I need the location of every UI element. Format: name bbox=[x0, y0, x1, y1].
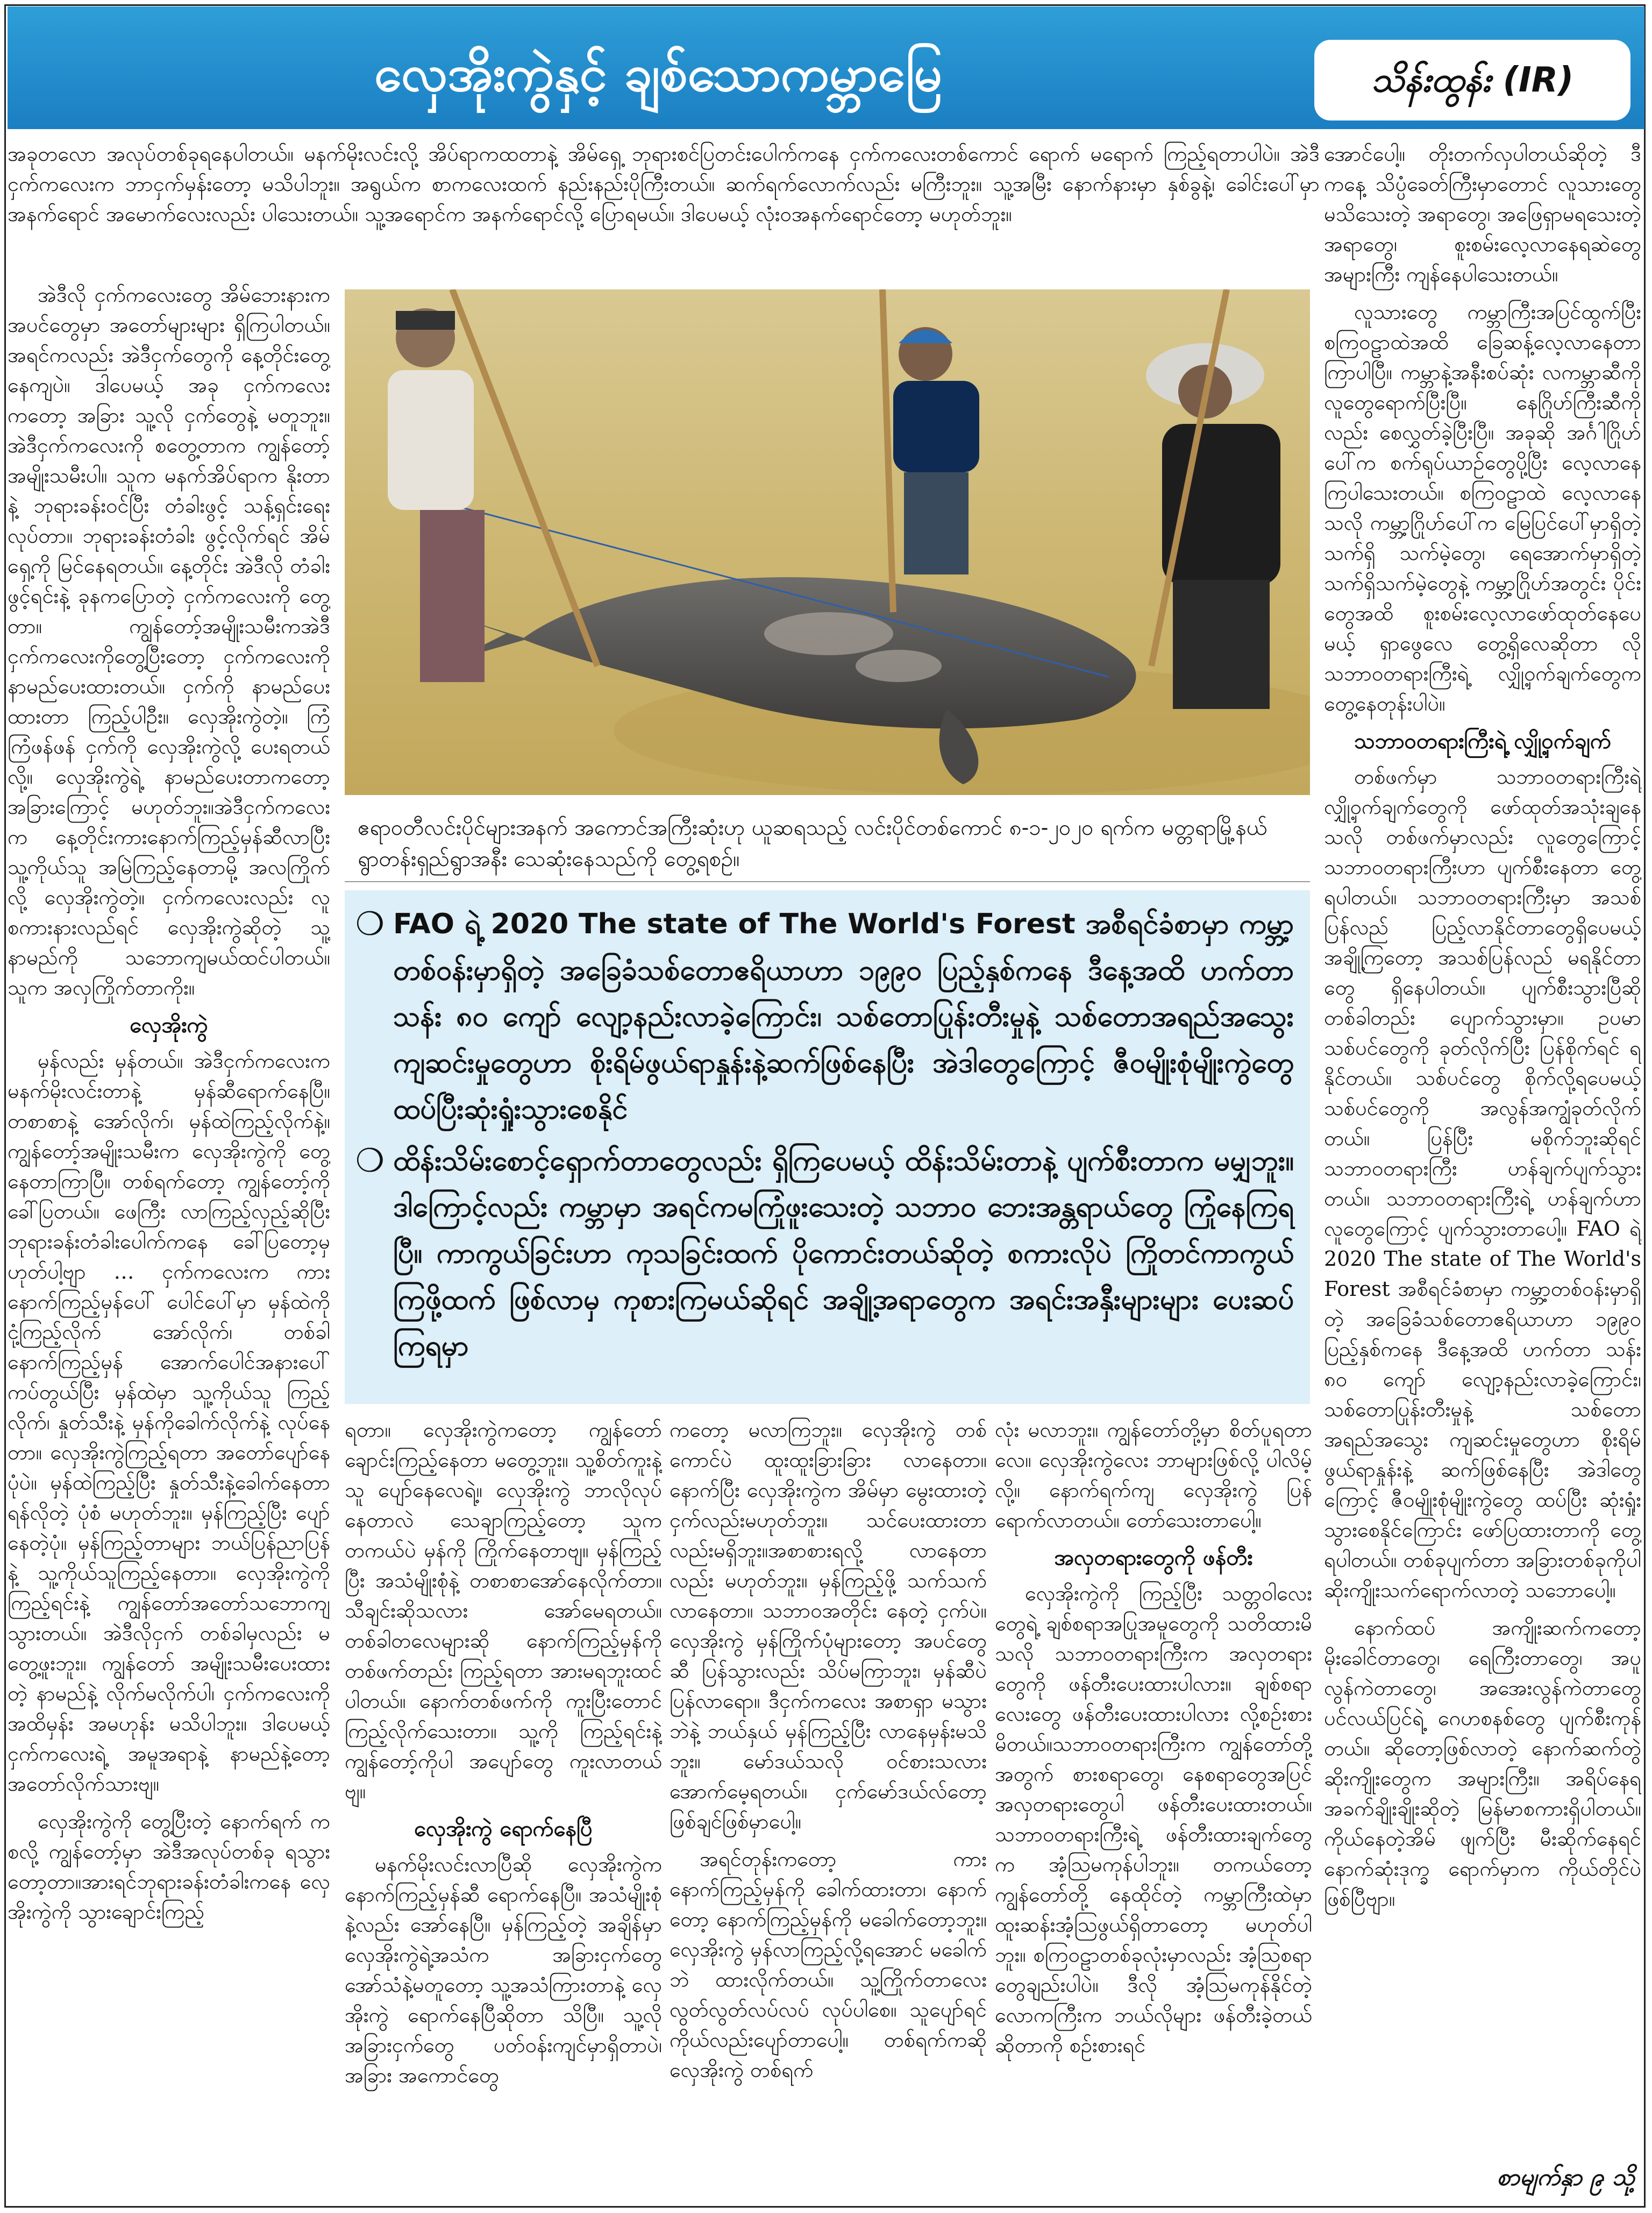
col2-paragraph-1: ရတာ။ လှေအိုးကွဲကတော့ ကျွန်တော်ချောင်းကြည့်နေတာ မတွေ့ဘူး။ သူ့စိတ်ကူးနဲ့သူ ပျော်နေလေရဲ့။ လှေအိုးကွဲ ဘာလိုလုပ်နေတာလဲ သေချာကြည့်တော့ သူက တကယ်ပဲ မှန်ကို ကြိုက်နေတာဗျ။ မှန်ကြည့်ပြီး အသံမျိုးစုံနဲ့ တစာစာအော်နေလိုက်တာ။ သီချင်းဆိုသလား အော်မေရတယ်။ တစ်ခါတလေများဆို နောက်ကြည့်မှန်ကို တစ်ဖက်တည်း ကြည့်ရတာ အားမရဘူးထင်ပါတယ်။ နောက်တစ်ဖက်ကို ကူးပြီးတောင် ကြည့်လိုက်သေးတာ။ သူ့ကို ကြည့်ရင်းနဲ့ ကျွန်တော့်ကိုပါ အပျော်တွေ ကူးလာတယ်ဗျ။ bbox=[345, 1418, 662, 1803]
highlight-text: FAO ရဲ့ 2020 The state of The World's Forest အစီရင်ခံစာမှာ ကမ္ဘာ့တစ်ဝန်းမှာရှိတဲ့ အခြေခံသစ်တောဧရိယာဟာ ၁၉၉၀ ပြည့်နှစ်ကနေ ဒီနေ့အထိ ဟက်တာ သန်း ၈၀ ကျော် လျော့နည်းလာခဲ့ကြောင်း၊ သစ်တောပြုန်းတီးမှုနဲ့ သစ်တောအရည်အသွေးကျဆင်းမှုတွေဟာ စိုးရိမ်ဖွယ်ရာနှုန်းနဲ့ဆက်ဖြစ်နေပြီး အဲဒါတွေကြောင့် ဇီဝမျိုးစုံမျိုးကွဲတွေ ထပ်ပြီးဆုံးရှုံးသွားစေနိုင် bbox=[393, 908, 1294, 1125]
col3-paragraph-1: ကတော့ မလာကြဘူး။ လှေအိုးကွဲ တစ်ကောင်ပဲ ထူးထူးခြားခြား လာနေတာ။ နောက်ပြီး လှေအိုးကွဲက အိမ်မှာ မွေးထားတဲ့ ငှက်လည်းမဟုတ်ဘူး။ သင်ပေးထားတာလည်းမရှိဘူး။အစာစားရလို့ လာနေတာလည်း မဟုတ်ဘူး။ မှန်ကြည့်ဖို့ သက်သက် လာနေတာ။ သဘာဝအတိုင်း နေတဲ့ ငှက်ပဲ။ လှေအိုးကွဲ မှန်ကြိုက်ပုံများတော့ အပင်တွေဆီ ပြန်သွားလည်း သိပ်မကြာဘူး၊ မှန်ဆီပဲ ပြန်လာရော။ ဒီငှက်ကလေး အစာရှာ မသွားဘဲနဲ့ ဘယ်နှယ် မှန်ကြည့်ပြီး လာနေမှန်းမသိဘူး။ မော်ဒယ်သလို ဝင်စားသလား အောက်မေ့ရတယ်။ ငှက်မော်ဒယ်လ်တော့ ဖြစ်ချင်ဖြစ်မှာပေါ့။ bbox=[670, 1418, 987, 1833]
photo-caption bbox=[345, 807, 1310, 882]
highlight-text: ထိန်းသိမ်းစောင့်ရှောက်တာတွေလည်း ရှိကြပေမယ့် ထိန်းသိမ်းတာနဲ့ ပျက်စီးတာက မမျှဘူး။ ဒါကြောင့်လည်း ကမ္ဘာမှာ အရင်ကမကြုံဖူးသေးတဲ့ သဘာဝ ဘေးအန္တရာယ်တွေ ကြုံနေကြရပြီ။ ကာကွယ်ခြင်းဟာ ကုသခြင်းထက် ပိုကောင်းတယ်ဆိုတဲ့ စကားလိုပဲ ကြိုတင်ကာကွယ်ကြဖို့ထက် ဖြစ်လာမှ ကုစားကြမယ်ဆိုရင် အချို့အရာတွေက အရင်းအနှီးများများ ပေးဆပ်ကြရမှာ bbox=[393, 1145, 1294, 1362]
intro-text: အခုတလော အလုပ်တစ်ခုရနေပါတယ်။ မနက်မိုးလင်းလို့ အိပ်ရာကထတာနဲ့ အိမ်ရှေ့ ဘုရားစင်ပြတင်းပေါက်ကနေ ငှက်ကလေးတစ်ကောင် ရောက် မရောက် ကြည့်ရတာပါပဲ။ အဲဒီငှက်ကလေးက ဘာငှက်မှန်းတော့ မသိပါဘူး။ အရွယ်က စာကလေးထက် နည်းနည်းပိုကြီးတယ်။ ဆက်ရက်လောက်လည်း မကြီးဘူး။ သူ့အမြီး နောက်နားမှာ နှစ်ခွနဲ့၊ ခေါင်းပေါ်မှာ အနက်ရောင် အမောက်လေးလည်း ပါသေးတယ်။ သူ့အရောင်က အနက်ရောင်လို့ ပြောရမယ်။ ဒါပေမယ့် လုံးဝအနက်ရောင်တော့ မဟုတ်ဘူး။ bbox=[8, 142, 1320, 226]
column-1 bbox=[8, 280, 330, 2195]
highlight-item bbox=[355, 901, 1294, 1132]
intro-paragraph bbox=[8, 139, 1320, 271]
col4-subheading: အလှတရားတွေကို ဖန်တီး bbox=[1054, 1545, 1253, 1570]
col1-paragraph-3: လှေအိုးကွဲကို တွေ့ပြီးတဲ့ နောက်ရက် ကစလို့ ကျွန်တော့်မှာ အဲဒီအလုပ်တစ်ခု ရသွားတော့တာ။အားရင်ဘုရားခန်းတံခါးကနေ လှေအိုးကွဲကို သွားချောင်းကြည့် bbox=[8, 1810, 330, 1924]
col4-paragraph-1: လုံး မလာဘူး။ ကျွန်တော်တို့မှာ စိတ်ပူရတာလေ။ လှေအိုးကွဲလေး ဘာများဖြစ်လို့ ပါလိမ့်လို့။ နောက်ရက်ကျ လှေအိုးကွဲ ပြန်ရောက်လာတယ်။ တော်သေးတာပေါ့။ bbox=[995, 1418, 1312, 1532]
column-3 bbox=[670, 1415, 987, 2195]
author-byline: သိန်းထွန်း (IR) bbox=[1371, 60, 1574, 100]
highlight-box bbox=[345, 890, 1310, 1404]
col1-paragraph-2: မှန်လည်း မှန်တယ်။ အဲဒီငှက်ကလေးက မနက်မိုးလင်းတာနဲ့ မှန်ဆီရောက်နေပြီ။ တစာစာနဲ့ အော်လိုက်၊ မှန်ထဲကြည့်လိုက်နဲ့။ ကျွန်တော့်အမျိုးသမီးက လှေအိုးကွဲကို တွေ့နေတာကြာပြီ။ တစ်ရက်တော့ ကျွန်တော့်ကို ခေါ်ပြတယ်။ ဖေကြီး လာကြည့်လှည့်ဆိုပြီး ဘုရားခန်းတံခါးပေါက်ကနေ ခေါ်ပြတော့မှ ဟုတ်ပါ့ဗျာ … ငှက်ကလေးက ကားနောက်ကြည့်မှန်ပေါ် ပေါင်ပေါ်မှာ မှန်ထဲကို ငုံ့ကြည့်လိုက် အော်လိုက်၊ တစ်ခါနောက်ကြည့်မှန် အောက်ပေါင်အနားပေါ် ကပ်တွယ်ပြီး မှန်ထဲမှာ သူ့ကိုယ်သူ ကြည့်လိုက်၊ နှုတ်သီးနဲ့ မှန်ကိုခေါက်လိုက်နဲ့ လုပ်နေတာ။ လှေအိုးကွဲကြည့်ရတာ အတော်ပျော်နေပုံပဲ။ မှန်ထဲကြည့်ပြီး နှုတ်သီးနဲ့ခေါက်နေတာ ရန်လိုတဲ့ ပုံစံ မဟုတ်ဘူး။ မှန်ကြည့်ပြီး ပျော်နေတဲ့ပုံ။ မှန်ကြည့်တာများ ဘယ်ပြန်ညာပြန်နဲ့ သူ့ကိုယ်သူကြည့်နေတာ။ လှေအိုးကွဲကို ကြည့်ရင်းနဲ့ ကျွန်တော်အတော်သဘောကျသွားတယ်။ အဲဒီလိုငှက် တစ်ခါမှလည်း မတွေ့ဖူးဘူး။ ကျွန်တော် အမျိုးသမီးပေးထားတဲ့ နာမည်နဲ့ လိုက်မလိုက်ပါ၊ ငှက်ကလေးကို အထိမှန်း အမဟုန်း မသိပါဘူး။ ဒါပေမယ့် ငှက်ကလေးရဲ့ အမူအရာနဲ့ နာမည်နဲ့တော့ အတော်လိုက်သားဗျ။ bbox=[8, 1049, 330, 1796]
col5-paragraph-3: တစ်ဖက်မှာ သဘာဝတရားကြီးရဲ့ လျှို့ဝှက်ချက်တွေကို ဖော်ထုတ်အသုံးချနေသလို တစ်ဖက်မှာလည်း လူတွေကြောင့် သဘာဝတရားကြီးဟာ ပျက်စီးနေတာ တွေ့ရပါတယ်။ သဘာဝတရားကြီးမှာ အသစ်ပြန်လည် ပြည့်လာနိုင်တာတွေရှိပေမယ့် အချို့ကြတော့ အသစ်ပြန်လည် မရနိုင်တာတွေ ရှိနေပါတယ်။ ပျက်စီးသွားပြီဆို တစ်ခါတည်း ပျောက်သွားမှာ။ ဥပမာ သစ်ပင်တွေကို ခုတ်လိုက်ပြီး ပြန်စိုက်ရင် ရနိုင်တယ်။ သစ်ပင်တွေ စိုက်လို့ရပေမယ့် သစ်ပင်တွေကို အလွန်အကျွံခုတ်လိုက်တယ်။ ပြန်ပြီး မစိုက်ဘူးဆိုရင် သဘာဝတရားကြီး ဟန်ချက်ပျက်သွားတယ်။ သဘာဝတရားကြီးရဲ့ ဟန်ချက်ဟာ လူတွေကြောင့် ပျက်သွားတာပေါ့။ FAO ရဲ့ 2020 The state of The World's Forest အစီရင်ခံစာမှာ ကမ္ဘာ့တစ်ဝန်းမှာရှိတဲ့ အခြေခံသစ်တောဧရိယာဟာ ၁၉၉၀ ပြည့်နှစ်ကနေ ဒီနေ့အထိ ဟက်တာ သန်း ၈၀ ကျော် လျော့နည်းလာခဲ့ကြောင်း၊ သစ်တောပြုန်းတီးမှုနဲ့ သစ်တောအရည်အသွေး ကျဆင်းမှုတွေဟာ စိုးရိမ်ဖွယ်ရာနှုန်းနဲ့ ဆက်ဖြစ်နေပြီး အဲဒါတွေကြောင့် ဇီဝမျိုးစုံမျိုးကွဲတွေ ထပ်ပြီး ဆုံးရှုံးသွားစေနိုင်ကြောင်း ဖော်ပြထားတာကို တွေ့ရပါတယ်။ တစ်ခုပျက်တာ အခြားတစ်ခုကိုပါ ဆိုးကျိုးသက်ရောက်လာတဲ့ သဘောပေါ့။ bbox=[1324, 765, 1641, 1602]
col1-subheading: လှေအိုးကွဲ bbox=[130, 1012, 208, 1038]
col5-paragraph-1: အောင်ပေါ့။ တိုးတက်လှပါတယ်ဆိုတဲ့ ဒီကနေ့ သိပ္ပံခေတ်ကြီးမှာတောင် လူသားတွေ မသိသေးတဲ့ အရာတွေ၊ အဖြေရှာမရသေးတဲ့အရာတွေ၊ စူးစမ်းလေ့လာနေရဆဲတွေ အများကြီး ကျန်နေပါသေးတယ်။ bbox=[1324, 142, 1641, 286]
byline-box bbox=[1314, 40, 1630, 120]
photo-caption-text: ဧရာဝတီလင်းပိုင်များအနက် အကောင်အကြီးဆုံးဟု ယူဆရသည့် လင်းပိုင်တစ်ကောင် ၈-၁-၂၀၂၀ ရက်က မတ္တရာမြို့နယ် ရွာတန်းရှည်ရွာအနီး သေဆုံးနေသည်ကို တွေ့ရစဉ်။ bbox=[358, 815, 1268, 871]
highlight-item bbox=[355, 1138, 1294, 1369]
col5-paragraph-2: လူသားတွေ ကမ္ဘာကြီးအပြင်ထွက်ပြီး စကြဝဠာထဲအထိ ခြေဆန့်လေ့လာနေတာကြာပါပြီ။ ကမ္ဘာနဲ့အနီးစပ်ဆုံး လကမ္ဘာဆီကို လူတွေရောက်ပြီးပြီ။ နေဂြိုဟ်ကြီးဆီကိုလည်း စေလွှတ်ခဲ့ပြီးပြီ။ အခုဆို အင်္ဂါဂြိုဟ်ပေါ်က စက်ရုပ်ယာဉ်တွေပို့ပြီး လေ့လာနေကြပါသေးတယ်။ စကြဝဠာထဲ လေ့လာနေသလို ကမ္ဘာ့ဂြိုဟ်ပေါ်က မြေပြင်ပေါ်မှာရှိတဲ့ သက်ရှိ သက်မဲ့တွေ၊ ရေအောက်မှာရှိတဲ့ သက်ရှိသက်မဲ့တွေနဲ့ ကမ္ဘာ့ဂြိုဟ်အတွင်း ပိုင်းတွေအထိ စူးစမ်းလေ့လာဖော်ထုတ်နေပေမယ့် ရှာဖွေလေ တွေ့ရှိလေဆိုတာ လို သဘာဝတရားကြီးရဲ့ လျှို့ဝှက်ချက်တွေက တွေ့နေတုန်းပါပဲ။ bbox=[1324, 300, 1641, 715]
dolphin-photo bbox=[345, 289, 1310, 795]
col4-paragraph-2: လှေအိုးကွဲကို ကြည့်ပြီး သတ္တဝါလေး တွေရဲ့ ချစ်စရာအပြုအမူတွေကို သတိထားမိသလို သဘာဝတရားကြီးက အလှတရားတွေကို ဖန်တီးပေးထားပါလား။ ချစ်စရာလေးတွေ ဖန်တီးပေးထားပါလား လို့စဉ်းစားမိတယ်။သဘာဝတရားကြီးက ကျွန်တော်တို့အတွက် စားစရာတွေ၊ နေစရာတွေအပြင် အလှတရားတွေပါ ဖန်တီးပေးထားတယ်။ သဘာဝတရားကြီးရဲ့ ဖန်တီးထားချက်တွေက အံ့ဩမကုန်ပါဘူး။ တကယ်တော့ ကျွန်တော်တို့ နေထိုင်တဲ့ ကမ္ဘာကြီးထဲမှာ ထူးဆန်းအံ့ဩဖွယ်ရှိတာတော့ မဟုတ်ပါဘူး။ စကြဝဠာတစ်ခုလုံးမှာလည်း အံ့ဩစရာတွေချည်းပါပဲ။ ဒီလို အံ့ဩမကုန်နိုင်တဲ့ လောကကြီးက ဘယ်လိုများ ဖန်တီးခဲ့တယ်ဆိုတာကို စဉ်းစားရင် bbox=[995, 1581, 1312, 2057]
column-2 bbox=[345, 1415, 662, 2195]
col5-paragraph-4: နောက်ထပ် အကျိုးဆက်ကတော့ မိုးခေါင်တာတွေ၊ ရေကြီးတာတွေ၊ အပူလွန်ကဲတာတွေ၊ အအေးလွန်ကဲတာတွေ ပင်လယ်ပြင်ရဲ့ ဂေဟစနစ်တွေ ပျက်စီးကုန်တယ်။ ဆိုတော့ဖြစ်လာတဲ့ နောက်ဆက်တွဲဆိုးကျိုးတွေက အများကြီး။ အရိပ်နေရ အခက်ချိုးချိုးဆိုတဲ့ မြန်မာစကားရှိပါတယ်။ ကိုယ်နေတဲ့အိမ် ဖျက်ပြီး မီးဆိုက်နေရင် နောက်ဆုံးဒုက္ခ ရောက်မှာက ကိုယ်တိုင်ပဲဖြစ်ပြီဗျာ။ bbox=[1324, 1616, 1641, 1911]
circle-bullet-icon: ❍ bbox=[355, 905, 384, 943]
column-4 bbox=[995, 1415, 1312, 2195]
column-5 bbox=[1324, 139, 1641, 2151]
continued-note: စာမျက်နှာ ၉ သို့ bbox=[1497, 2164, 1635, 2191]
col5-subheading: သဘာဝတရားကြီးရဲ့ လျှို့ဝှက်ချက် bbox=[1354, 728, 1612, 754]
dolphin-photo-illustration bbox=[345, 289, 1310, 795]
col3-paragraph-2: အရင်တုန်းကတော့ ကားနောက်ကြည့်မှန်ကို ခေါက်ထားတာ၊ နောက်တော့ နောက်ကြည့်မှန်ကို မခေါက်တော့ဘူး။ လှေအိုးကွဲ မှန်လာကြည့်လို့ရအောင် မခေါက်ဘဲ ထားလိုက်တယ်။ သူ့ကြိုက်တာလေး လွတ်လွတ်လပ်လပ် လုပ်ပါစေ။ သူပျော်ရင် ကိုယ်လည်းပျော်တာပေါ့။ တစ်ရက်ကဆို လှေအိုးကွဲ တစ်ရက် bbox=[670, 1847, 987, 2082]
circle-bullet-icon: ❍ bbox=[355, 1142, 384, 1180]
col2-paragraph-2: မနက်မိုးလင်းလာပြီဆို လှေအိုးကွဲက နောက်ကြည့်မှန်ဆီ ရောက်နေပြီ။ အသံမျိုးစုံနဲ့လည်း အော်နေပြီ။ မှန်ကြည့်တဲ့ အချိန်မှာ လှေအိုးကွဲရဲ့အသံက အခြားငှက်တွေ အော်သံနဲ့မတူတော့ သူ့အသံကြားတာနဲ့ လှေအိုးကွဲ ရောက်နေပြီဆိုတာ သိပြီ။ သူ့လို အခြားငှက်တွေ ပတ်ဝန်းကျင်မှာရှိတာပဲ၊ အခြား အကောင်တွေ bbox=[345, 1853, 662, 2087]
article-title: လှေအိုးကွဲနှင့် ချစ်သောကမ္ဘာမြေ bbox=[374, 45, 942, 102]
header-banner bbox=[8, 6, 1644, 129]
col1-paragraph-1: အဲဒီလို ငှက်ကလေးတွေ အိမ်ဘေးနားက အပင်တွေမှာ အတော်များများ ရှိကြပါတယ်။ အရင်ကလည်း အဲဒီငှက်တွေကို နေ့တိုင်းတွေ့နေကျပဲ။ ဒါပေမယ့် အခု ငှက်ကလေးကတော့ အခြား သူ့လို ငှက်တွေနဲ့ မတူဘူး။ အဲဒီငှက်ကလေးကို စတွေ့တာက ကျွန်တော့်အမျိုးသမီးပါ။ သူက မနက်အိပ်ရာက နိုးတာနဲ့ ဘုရားခန်းဝင်ပြီး တံခါးဖွင့် သန့်ရှင်းရေးလုပ်တာ။ ဘုရားခန်းတံခါး ဖွင့်လိုက်ရင် အိမ်ရှေ့ကို မြင်နေရတယ်။ နေ့တိုင်း အဲဒီလို တံခါးဖွင့်ရင်းနဲ့ ခုနကပြောတဲ့ ငှက်ကလေးကို တွေ့တာ။ ကျွန်တော့်အမျိုးသမီးကအဲဒီငှက်ကလေးကိုတွေ့ပြီးတော့ ငှက်ကလေးကို နာမည်ပေးထားတယ်။ ငှက်ကို နာမည်ပေးထားတာ ကြည့်ပါဦး။ လှေအိုးကွဲတဲ့။ ကြံကြံဖန်ဖန် ငှက်ကို လှေအိုးကွဲလို့ ပေးရတယ်လို့။ လှေအိုးကွဲရဲ့ နာမည်ပေးတာကတော့ အခြားကြောင့် မဟုတ်ဘူး။အဲဒီငှက်ကလေးက နေ့တိုင်းကားနောက်ကြည့်မှန်ဆီလာပြီး သူ့ကိုယ်သူ အမြဲကြည့်နေတာမို့ အလကြိုက်လို့ လှေအိုးကွဲတဲ့။ ငှက်ကလေးလည်း လူ စကားနားလည်ရင် လှေအိုးကွဲဆိုတဲ့ သူ့နာမည်ကို သဘောကျမယ်ထင်ပါတယ်။ သူက အလှကြိုက်တာကိုး။ bbox=[8, 283, 330, 999]
col2-subheading: လှေအိုးကွဲ ရောက်နေပြီ bbox=[414, 1816, 593, 1841]
